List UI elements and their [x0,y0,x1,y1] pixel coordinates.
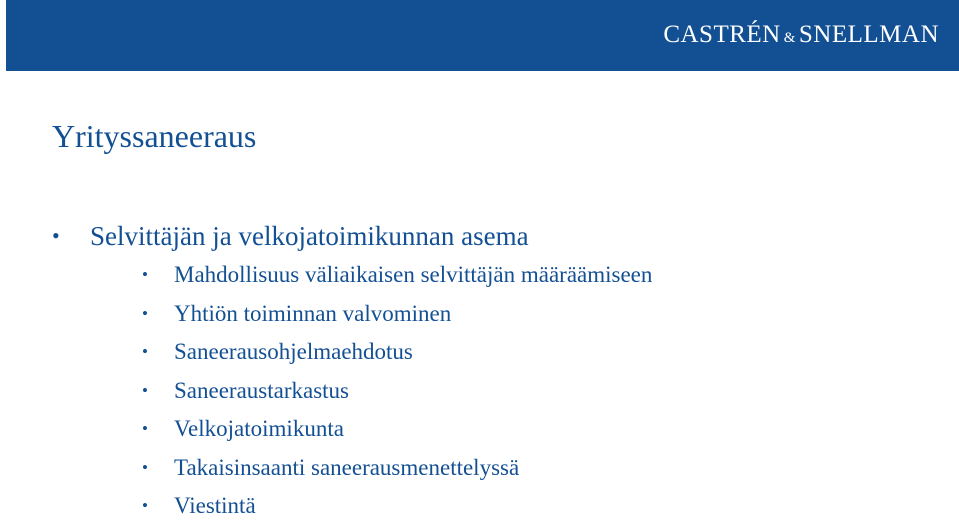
sub-bullet-item [52,410,652,449]
sub-bullet-text: Viestintä [174,493,256,518]
sub-bullet-item [52,449,652,488]
brand-name-part1: CASTRÉN [663,21,781,48]
sub-bullet-text: Saneerausohjelmaehdotus [174,339,413,364]
bullet-icon: • [142,457,148,477]
brand-logo [663,22,939,47]
main-bullet-text: Selvittäjän ja velkojatoimikunnan asema [90,221,529,251]
bullet-list [52,214,652,526]
sub-bullet-text: Mahdollisuus väliaikaisen selvittäjän määräämiseen [174,262,653,287]
slide-title: Yrityssaneeraus [52,118,257,154]
bullet-icon: • [142,265,148,284]
sub-bullet-item [52,372,652,411]
header-bar [6,0,959,71]
bullet-icon: • [52,223,60,248]
bullet-icon: • [142,380,148,400]
sub-bullet-item [52,333,652,372]
bullet-icon: • [142,419,148,438]
sub-bullet-list [90,256,652,526]
sub-bullet-item [52,487,652,526]
bullet-icon: • [142,303,148,323]
brand-name-part2: SNELLMAN [798,21,939,48]
bullet-icon: • [142,496,148,515]
sub-bullet-text: Velkojatoimikunta [174,416,344,441]
sub-bullet-text: Takaisinsaanti saneerausmenettelyssä [174,454,520,480]
brand-ampersand: & [783,30,796,46]
sub-bullet-text: Yhtiön toiminnan valvominen [174,300,452,326]
sub-bullet-item [52,256,652,295]
main-bullet-item [52,214,652,526]
sub-bullet-text: Saneeraustarkastus [174,377,349,403]
sub-bullet-item [52,295,652,334]
bullet-icon: • [142,342,148,361]
